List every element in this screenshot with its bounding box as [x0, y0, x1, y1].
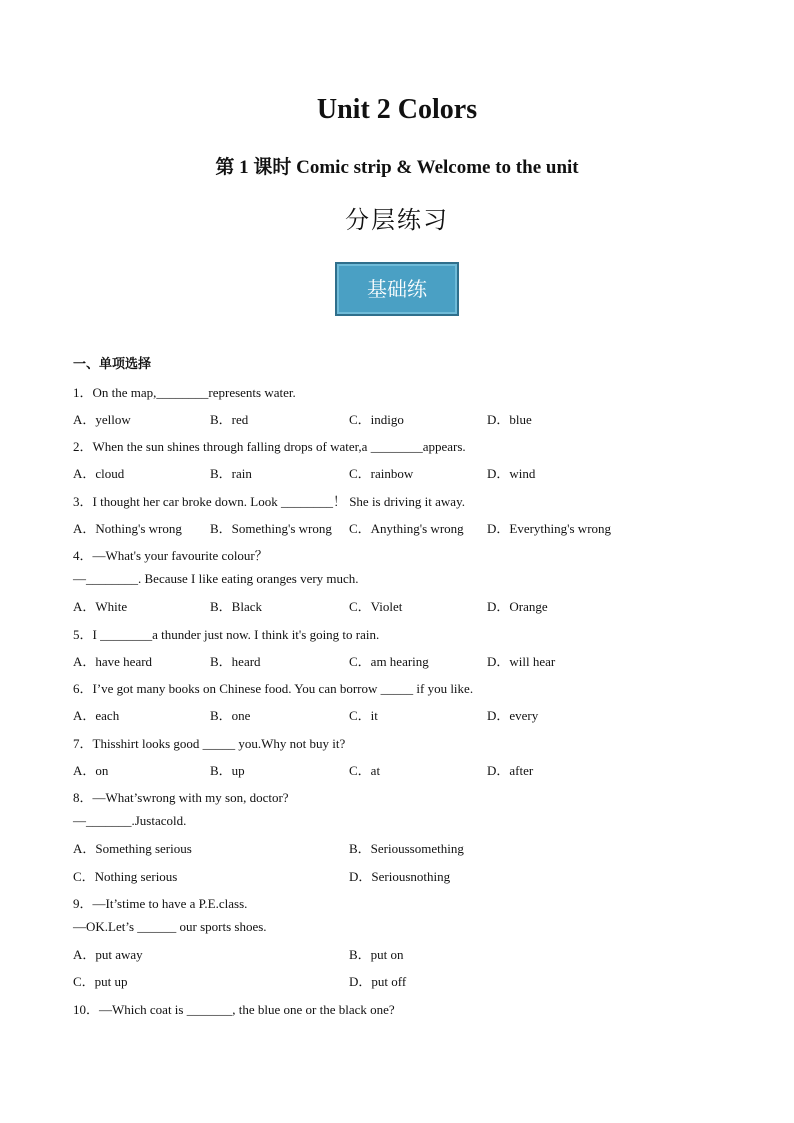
option-b: B．Serioussomething: [349, 841, 464, 856]
option-b: B．up: [210, 763, 245, 778]
option-a: A．put away: [73, 947, 143, 962]
question-stem-reply: —_______.Justacold.: [73, 813, 187, 828]
option-b: B．Something's wrong: [210, 521, 332, 536]
option-b: B．one: [210, 708, 251, 723]
option-c: C．it: [349, 708, 378, 723]
option-d: D．blue: [487, 412, 532, 427]
page-title: Unit 2 Colors: [316, 94, 478, 125]
option-a: A．on: [73, 763, 109, 778]
section-title: 一、单项选择: [73, 357, 152, 372]
question-stem: 4．—What's your favourite colour？: [73, 548, 268, 563]
option-d: D．Seriousnothing: [349, 869, 451, 884]
question-stem: 1．On the map,________represents water.: [73, 385, 296, 400]
option-a: A．have heard: [73, 654, 153, 669]
option-b: B．red: [210, 412, 249, 427]
option-a: A．Something serious: [73, 841, 192, 856]
option-b: B．heard: [210, 654, 261, 669]
question-stem: 6．I’ve got many books on Chinese food. You can borrow _____ if you like.: [73, 681, 474, 696]
option-b: B．rain: [210, 466, 252, 481]
option-d: D．Everything's wrong: [487, 521, 612, 536]
option-c: C．Anything's wrong: [349, 521, 464, 536]
option-a: A．White: [73, 599, 128, 614]
option-c: C．at: [349, 763, 381, 778]
option-b: B．Black: [210, 599, 262, 614]
question-stem-reply: —________. Because I like eating oranges very much.: [73, 571, 359, 586]
option-c: C．am hearing: [349, 654, 429, 669]
option-a: A．cloud: [73, 466, 125, 481]
option-d: D．wind: [487, 466, 536, 481]
level-badge: 基础练: [335, 262, 459, 316]
option-a: A．yellow: [73, 412, 131, 427]
option-a: A．Nothing's wrong: [73, 521, 182, 536]
question-stem: 5．I ________a thunder just now. I think it's going to rain.: [73, 627, 380, 642]
lesson-subtitle: 第 1 课时 Comic strip & Welcome to the unit: [215, 157, 579, 178]
question-stem: 8．—What’swrong with my son, doctor?: [73, 790, 289, 805]
option-c: C．rainbow: [349, 466, 414, 481]
question-stem: 2．When the sun shines through falling drops of water,a ________appears.: [73, 439, 466, 454]
question-stem: 10．—Which coat is _______, the blue one or the black one?: [73, 1002, 395, 1017]
option-d: D．after: [487, 763, 534, 778]
option-c: C．Violet: [349, 599, 403, 614]
question-stem-reply: —OK.Let’s ______ our sports shoes.: [73, 919, 267, 934]
option-c: C．put up: [73, 974, 128, 989]
question-stem: 9．—It’stime to have a P.E.class.: [73, 896, 248, 911]
question-stem: 3．I thought her car broke down. Look ________！ She is driving it away.: [73, 494, 465, 509]
question-stem: 7．Thisshirt looks good _____ you.Why not buy it?: [73, 736, 346, 751]
option-d: D．Orange: [487, 599, 548, 614]
option-d: D．put off: [349, 974, 407, 989]
option-b: B．put on: [349, 947, 404, 962]
option-c: C．Nothing serious: [73, 869, 178, 884]
option-d: D．every: [487, 708, 539, 723]
option-d: D．will hear: [487, 654, 556, 669]
option-a: A．each: [73, 708, 120, 723]
practice-heading: 分层练习: [345, 208, 449, 234]
option-c: C．indigo: [349, 412, 404, 427]
